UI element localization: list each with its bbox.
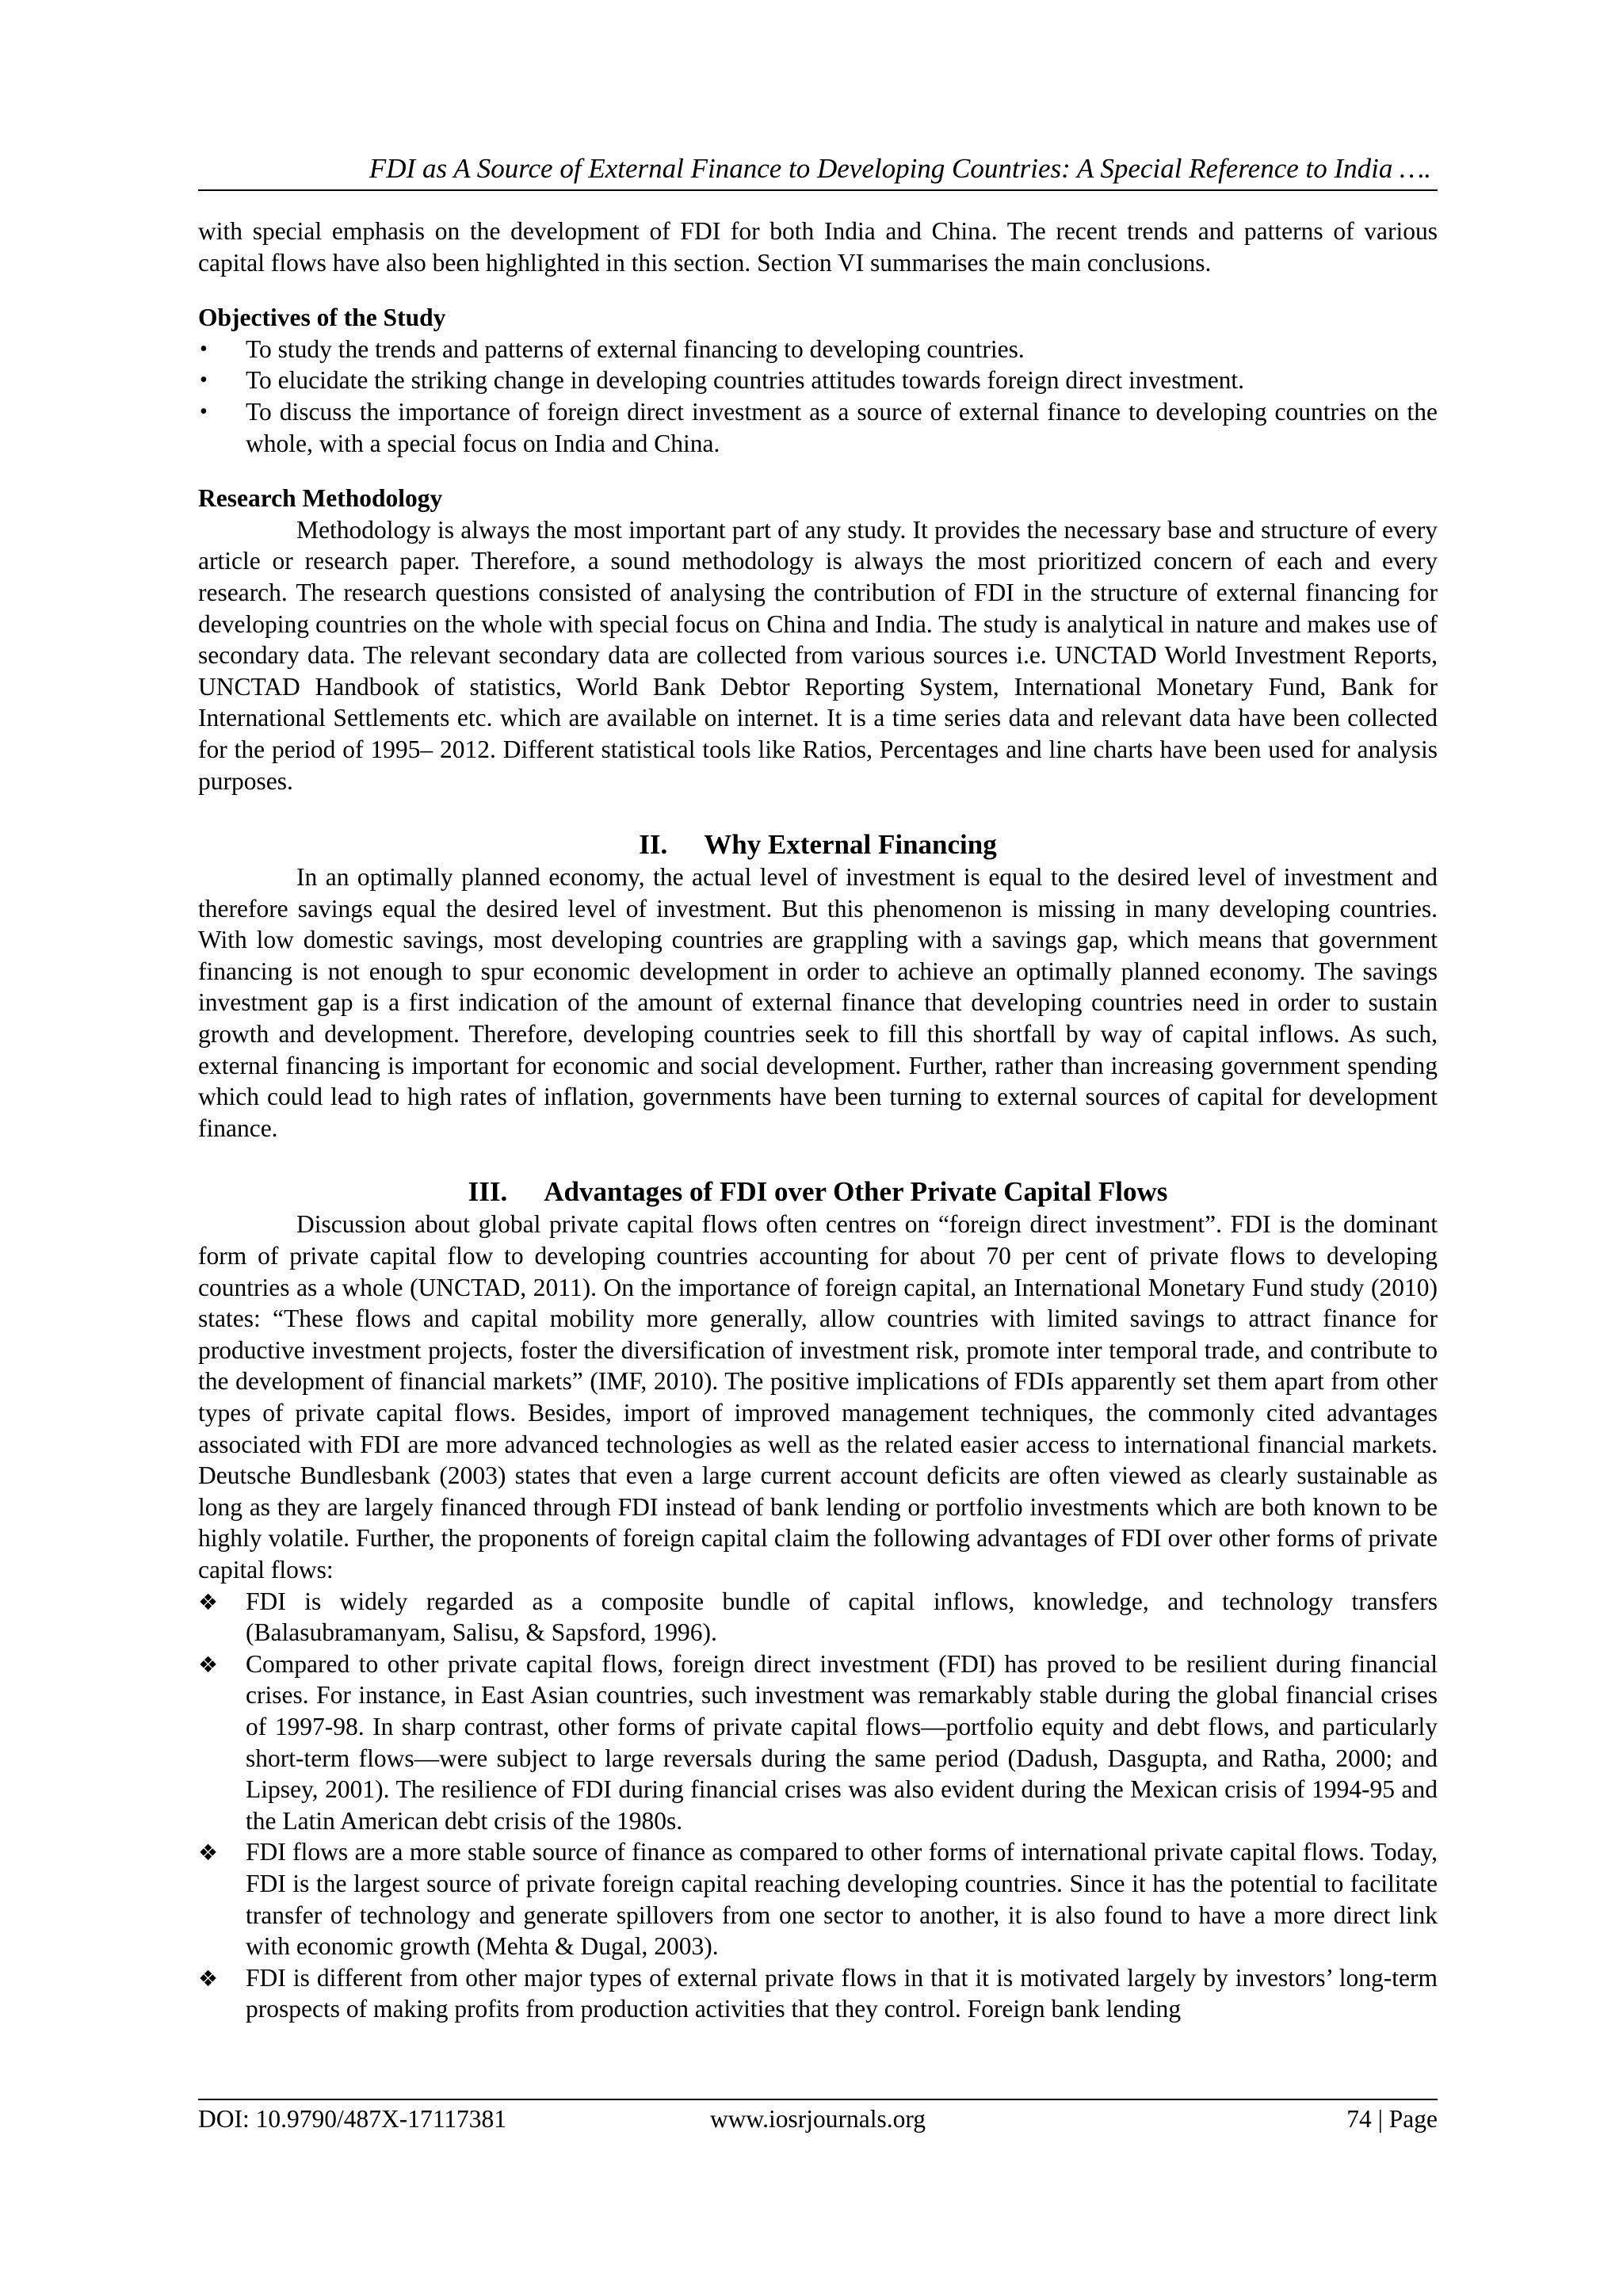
list-item	[198, 1836, 1438, 1962]
bullet-dot-icon: •	[200, 368, 208, 393]
list-item	[198, 1586, 1438, 1648]
diamond-bullet-icon: ❖	[198, 1965, 219, 1992]
advantages-list	[198, 1586, 1438, 2025]
diamond-bullet-icon: ❖	[198, 1651, 219, 1678]
running-header: FDI as A Source of External Finance to Developing Countries: A Special Reference to India ….	[369, 153, 1431, 184]
spacer	[198, 1144, 1438, 1175]
bullet-dot-icon: •	[200, 336, 208, 361]
diamond-bullet-icon: ❖	[198, 1588, 219, 1615]
list-item	[198, 396, 1438, 459]
list-item	[198, 334, 1438, 365]
section-number: III.	[468, 1176, 508, 1208]
section-title: Advantages of FDI over Other Private Capital Flows	[544, 1176, 1168, 1208]
section-heading-2	[198, 828, 1438, 861]
bullet-dot-icon: •	[200, 399, 208, 424]
spacer	[198, 797, 1438, 828]
list-item-text: FDI is different from other major types of external private flows in that it is motivated largely by investors’ long-term prospects of making profits from production activities that they control. Foreign bank lending	[246, 1963, 1438, 2023]
list-item-text: Compared to other private capital flows, foreign direct investment (FDI) has proved to be resilient during financial crises. For instance, in East Asian countries, such investment was remarkably stable during the global financial crises of 1997-98. In sharp contrast, other forms of private capital flows—portfolio equity and debt flows, and particularly short-term flows—were subject to large reversals during the same period (Dadush, Dasgupta, and Ratha, 2000; and Lipsey, 2001). The resilience of FDI during financial crises was also evident during the Mexican crisis of 1994-95 and the Latin American debt crisis of the 1980s.	[246, 1649, 1438, 1835]
footer-rule	[198, 2099, 1438, 2100]
list-item	[198, 1648, 1438, 1837]
header-rule	[198, 189, 1438, 191]
list-item-text: To elucidate the striking change in developing countries attitudes towards foreign direct investment.	[246, 366, 1245, 395]
spacer	[198, 459, 1438, 483]
objectives-heading: Objectives of the Study	[198, 304, 446, 332]
page-number: 74 | Page	[1346, 2105, 1438, 2133]
list-item-text: To study the trends and patterns of external financing to developing countries.	[246, 334, 1025, 363]
page-content	[198, 216, 1438, 2025]
methodology-paragraph: Methodology is always the most important part of any study. It provides the necessary base and structure of every article or research paper. Therefore, a sound methodology is always the most prioritized concern of each and every research. The research questions consisted of analysing the contribution of FDI in the structure of external financing for developing countries on the whole with special focus on China and India. The study is analytical in nature and makes use of secondary data. The relevant secondary data are collected from various sources i.e. UNCTAD World Investment Reports, UNCTAD Handbook of statistics, World Bank Debtor Reporting System, International Monetary Fund, Bank for International Settlements etc. which are available on internet. It is a time series data and relevant data have been collected for the period of 1995– 2012. Different statistical tools like Ratios, Percentages and line charts have been used for analysis purposes.	[198, 515, 1438, 795]
journal-website-link[interactable]: www.iosrjournals.org	[709, 2105, 926, 2133]
section-2-paragraph: In an optimally planned economy, the actual level of investment is equal to the desired level of investment and therefore savings equal the desired level of investment. But this phenomenon is missing in many developing countries. With low domestic savings, most developing countries are grappling with a savings gap, which means that government financing is not enough to spur economic development in order to achieve an optimally planned economy. The savings investment gap is a first indication of the amount of external finance that developing countries need in order to sustain growth and development. Therefore, developing countries seek to fill this shortfall by way of capital inflows. As such, external financing is important for economic and social development. Further, rather than increasing government spending which could lead to high rates of inflation, governments have been turning to external sources of capital for development finance.	[198, 863, 1438, 1142]
list-item	[198, 365, 1438, 396]
section-heading-3	[198, 1175, 1438, 1209]
list-item-text: To discuss the importance of foreign direct investment as a source of external finance to developing countries on the whole, with a special focus on India and China.	[246, 397, 1438, 457]
section-number: II.	[639, 829, 668, 861]
list-item-text: FDI flows are a more stable source of finance as compared to other forms of international private capital flows. Today, FDI is the largest source of private foreign capital reaching developing countries. Since it has the potential to facilitate transfer of technology and generate spillovers from one sector to another, it is also found to have a more direct link with economic growth (Mehta & Dugal, 2003).	[246, 1838, 1438, 1961]
section-3-paragraph: Discussion about global private capital flows often centres on “foreign direct investment”. FDI is the dominant form of private capital flow to developing countries accounting for about 70 per cent of private flows to developing countries as a whole (UNCTAD, 2011). On the importance of foreign capital, an International Monetary Fund study (2010) states: “These flows and capital mobility more generally, allow countries with limited savings to attract finance for productive investment projects, foster the diversification of investment risk, promote inter temporal trade, and contribute to the development of financial markets” (IMF, 2010). The positive implications of FDIs apparently set them apart from other types of private capital flows. Besides, import of improved management techniques, the commonly cited advantages associated with FDI are more advanced technologies as well as the related easier access to international financial markets. Deutsche Bundlesbank (2003) states that even a large current account deficits are often viewed as clearly sustainable as long as they are largely financed through FDI instead of bank lending or portfolio investments which are both known to be highly volatile. Further, the proponents of foreign capital claim the following advantages of FDI over other forms of private capital flows:	[198, 1210, 1438, 1584]
intro-paragraph: with special emphasis on the development of FDI for both India and China. The recent trends and patterns of various capital flows have also been highlighted in this section. Section VI summarises the main conclusions.	[198, 217, 1438, 277]
spacer	[198, 278, 1438, 302]
list-item	[198, 1962, 1438, 2025]
methodology-heading: Research Methodology	[198, 484, 443, 513]
list-item-text: FDI is widely regarded as a composite bundle of capital inflows, knowledge, and technology transfers (Balasubramanyam, Salisu, & Sapsford, 1996).	[246, 1587, 1438, 1647]
doi-text: DOI: 10.9790/487X-17117381	[198, 2105, 507, 2133]
diamond-bullet-icon: ❖	[198, 1839, 219, 1866]
section-title: Why External Financing	[704, 829, 997, 861]
objectives-list	[198, 334, 1438, 459]
